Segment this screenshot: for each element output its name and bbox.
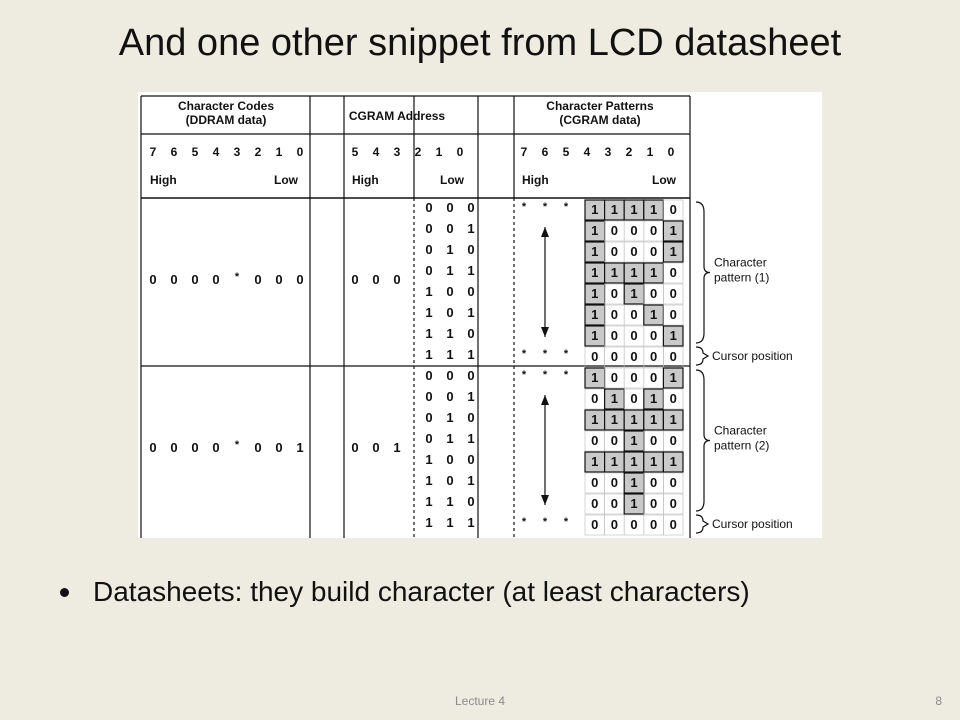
- pattern-cell-value: 0: [649, 517, 658, 532]
- pattern-cell-value: 0: [669, 265, 677, 280]
- row-address-bit: 0: [467, 494, 475, 509]
- row-address-bit: 1: [467, 389, 475, 404]
- pattern-bit-label: 2: [625, 145, 633, 159]
- row-address-bit: 0: [446, 368, 454, 383]
- row-address-bit: 1: [467, 263, 475, 278]
- pattern-bit-label: 7: [520, 145, 528, 159]
- pattern-cell-value: 0: [591, 391, 599, 406]
- pattern-cell-value: 1: [591, 370, 599, 385]
- pattern-cell-value: 0: [630, 391, 638, 406]
- code-bit-value: 0: [149, 440, 157, 455]
- cgram-table: [138, 92, 822, 538]
- pattern-cell-value: 0: [630, 223, 638, 238]
- pattern-star: *: [521, 201, 527, 213]
- pattern-star: *: [563, 201, 569, 213]
- pattern-cell-value: 1: [669, 328, 677, 343]
- address-bit-label: 2: [414, 145, 422, 159]
- bullet-text: Datasheets: they build character (at least characters): [93, 576, 750, 607]
- pattern-star: *: [542, 348, 548, 360]
- code-bit-value: 0: [212, 272, 220, 287]
- slide-title: And one other snippet from LCD datasheet: [118, 22, 842, 64]
- row-address-bit: 1: [446, 494, 454, 509]
- pattern-cell-value: 0: [591, 517, 599, 532]
- pattern-cell-value: 1: [610, 412, 619, 427]
- pattern-cell-value: 0: [669, 307, 677, 322]
- arrow-down-icon: [541, 327, 549, 337]
- address-bit-label: 4: [372, 145, 380, 159]
- row-address-bit: 0: [446, 200, 454, 215]
- pattern-cell-value: 0: [610, 328, 619, 343]
- code-bit-value: 0: [275, 440, 283, 455]
- pattern-cell-value: 0: [669, 517, 677, 532]
- pattern-cell-value: 0: [649, 496, 658, 511]
- code-bit-value: 0: [212, 440, 220, 455]
- code-bit-value: 0: [275, 272, 283, 287]
- pattern-cell-value: 0: [649, 328, 658, 343]
- row-address-bit: 0: [467, 452, 475, 467]
- pattern-cell-value: 1: [591, 307, 599, 322]
- code-bit-value: 0: [254, 440, 262, 455]
- header-codes-title: Character Codes: [177, 99, 275, 113]
- pattern-bit-label: 0: [667, 145, 675, 159]
- pattern-cell-value: 0: [630, 307, 638, 322]
- pattern-cell-value: 1: [591, 454, 599, 469]
- pattern-cell-value: 0: [649, 370, 658, 385]
- pattern-star: *: [563, 516, 569, 528]
- footer-label: Lecture 4: [454, 694, 506, 708]
- row-address-bit: 0: [467, 242, 475, 257]
- pattern-cell-value: 0: [610, 496, 619, 511]
- pattern-cell-value: 1: [630, 433, 638, 448]
- row-address-bit: 0: [467, 410, 475, 425]
- pattern-cell-value: 0: [610, 433, 619, 448]
- pattern-cell-value: 0: [669, 286, 677, 301]
- row-address-bit: 1: [467, 221, 475, 236]
- row-address-bit: 1: [425, 326, 433, 341]
- pattern-cell-value: 0: [610, 223, 619, 238]
- pattern-cell-value: 0: [591, 349, 599, 364]
- pattern-cell-value: 0: [610, 244, 619, 259]
- code-star: *: [234, 439, 240, 451]
- address-high-bit: 1: [393, 440, 401, 455]
- pattern-cell-value: 1: [591, 328, 599, 343]
- pattern-star: *: [563, 348, 569, 360]
- pattern-label-line1: Character: [714, 423, 767, 438]
- pattern-cell-value: 0: [610, 370, 619, 385]
- pattern-cell-value: 1: [591, 223, 599, 238]
- row-address-bit: 1: [446, 515, 454, 530]
- pattern-cell-value: 1: [610, 265, 619, 280]
- row-address-bit: 1: [467, 473, 475, 488]
- code-high-label: High: [150, 173, 177, 187]
- row-address-bit: 1: [425, 452, 433, 467]
- pattern-brace: [696, 370, 710, 511]
- address-low-label: Low: [440, 173, 464, 187]
- pattern-cell-value: 0: [649, 433, 658, 448]
- address-bit-label: 1: [435, 145, 443, 159]
- pattern-cell-value: 1: [649, 202, 658, 217]
- pattern-cell-value: 0: [630, 349, 638, 364]
- row-address-bit: 0: [467, 284, 475, 299]
- row-address-bit: 1: [425, 305, 433, 320]
- code-bit-value: 0: [296, 272, 304, 287]
- pattern-star: *: [521, 369, 527, 381]
- address-high-bit: 0: [393, 272, 401, 287]
- row-address-bit: 0: [467, 326, 475, 341]
- row-address-bit: 0: [425, 200, 433, 215]
- pattern-cell-value: 0: [610, 349, 619, 364]
- pattern-cell-value: 0: [591, 433, 599, 448]
- row-address-bit: 1: [467, 515, 475, 530]
- address-bit-label: 3: [393, 145, 401, 159]
- code-bit-value: 1: [296, 440, 304, 455]
- code-bit-label: 7: [149, 145, 157, 159]
- pattern-cell-value: 1: [630, 286, 638, 301]
- pattern-cell-value: 0: [610, 286, 619, 301]
- pattern-cell-value: 1: [649, 412, 658, 427]
- pattern-bit-label: 3: [604, 145, 612, 159]
- bullet-item: [60, 576, 750, 608]
- code-bit-label: 2: [254, 145, 262, 159]
- code-bit-label: 1: [275, 145, 283, 159]
- pattern-star: *: [563, 369, 569, 381]
- row-address-bit: 0: [425, 242, 433, 257]
- cgram-datasheet-figure: [138, 92, 822, 538]
- pattern-cell-value: 0: [669, 496, 677, 511]
- row-address-bit: 0: [425, 410, 433, 425]
- code-star: *: [234, 271, 240, 283]
- pattern-cell-value: 1: [630, 265, 638, 280]
- row-address-bit: 0: [467, 200, 475, 215]
- pattern-cell-value: 0: [610, 475, 619, 490]
- pattern-cell-value: 1: [591, 412, 599, 427]
- row-address-bit: 0: [446, 305, 454, 320]
- pattern-low-label: Low: [652, 173, 676, 187]
- row-address-bit: 0: [446, 473, 454, 488]
- pattern-star: *: [542, 201, 548, 213]
- pattern-cell-value: 1: [649, 265, 658, 280]
- code-bit-value: 0: [191, 440, 199, 455]
- pattern-cell-value: 1: [649, 307, 658, 322]
- pattern-cell-value: 0: [649, 349, 658, 364]
- address-bit-label: 0: [456, 145, 464, 159]
- pattern-cell-value: 1: [669, 454, 677, 469]
- pattern-star: *: [521, 516, 527, 528]
- cursor-brace: [696, 347, 708, 365]
- header-codes-subtitle: (DDRAM data): [185, 113, 267, 127]
- row-address-bit: 0: [425, 389, 433, 404]
- pattern-cell-value: 1: [669, 412, 677, 427]
- cursor-position-label: Cursor position: [712, 517, 793, 531]
- row-address-bit: 1: [446, 263, 454, 278]
- pattern-cell-value: 0: [630, 517, 638, 532]
- pattern-star: *: [521, 348, 527, 360]
- row-address-bit: 1: [446, 326, 454, 341]
- pattern-cell-value: 0: [649, 244, 658, 259]
- pattern-cell-value: 0: [669, 349, 677, 364]
- header-address-title: CGRAM Address: [348, 109, 446, 123]
- pattern-cell-value: 1: [630, 202, 638, 217]
- row-address-bit: 1: [425, 284, 433, 299]
- row-address-bit: 1: [446, 410, 454, 425]
- row-address-bit: 1: [425, 473, 433, 488]
- code-bit-value: 0: [149, 272, 157, 287]
- pattern-cell-value: 0: [669, 202, 677, 217]
- pattern-star: *: [542, 516, 548, 528]
- row-address-bit: 1: [467, 305, 475, 320]
- pattern-star: *: [542, 369, 548, 381]
- pattern-cell-value: 0: [649, 223, 658, 238]
- bullet-dot-icon: [60, 588, 69, 597]
- pattern-cell-value: 0: [649, 475, 658, 490]
- address-high-bit: 0: [351, 272, 359, 287]
- pattern-cell-value: 0: [630, 370, 638, 385]
- row-address-bit: 0: [425, 263, 433, 278]
- pattern-cell-value: 0: [669, 475, 677, 490]
- address-high-bit: 0: [372, 272, 380, 287]
- pattern-cell-value: 0: [649, 286, 658, 301]
- row-address-bit: 1: [467, 431, 475, 446]
- pattern-cell-value: 1: [669, 244, 677, 259]
- code-bit-value: 0: [170, 440, 178, 455]
- row-address-bit: 1: [446, 347, 454, 362]
- pattern-cell-value: 1: [649, 454, 658, 469]
- row-address-bit: 1: [425, 515, 433, 530]
- row-address-bit: 0: [425, 431, 433, 446]
- pattern-cell-value: 1: [591, 286, 599, 301]
- page-number: 8: [935, 694, 942, 708]
- code-bit-label: 4: [212, 145, 220, 159]
- pattern-cell-value: 1: [669, 223, 677, 238]
- address-bit-label: 5: [351, 145, 359, 159]
- row-address-bit: 0: [446, 221, 454, 236]
- row-address-bit: 1: [467, 347, 475, 362]
- pattern-cell-value: 1: [630, 496, 638, 511]
- pattern-cell-value: 1: [591, 202, 599, 217]
- pattern-cell-value: 1: [610, 391, 619, 406]
- code-low-label: Low: [274, 173, 298, 187]
- cursor-position-label: Cursor position: [712, 349, 793, 363]
- code-bit-label: 3: [233, 145, 241, 159]
- pattern-label-line2: pattern (1): [714, 270, 770, 285]
- pattern-label-line2: pattern (2): [714, 438, 770, 453]
- pattern-cell-value: 0: [630, 244, 638, 259]
- pattern-cell-value: 1: [630, 454, 638, 469]
- arrow-down-icon: [541, 495, 549, 505]
- code-bit-label: 5: [191, 145, 199, 159]
- pattern-cell-value: 1: [630, 475, 638, 490]
- row-address-bit: 0: [446, 389, 454, 404]
- arrow-up-icon: [541, 395, 549, 405]
- row-address-bit: 0: [446, 284, 454, 299]
- pattern-brace: [696, 202, 710, 343]
- code-bit-value: 0: [191, 272, 199, 287]
- pattern-cell-value: 0: [610, 517, 619, 532]
- code-bit-label: 0: [296, 145, 304, 159]
- row-address-bit: 1: [425, 494, 433, 509]
- code-bit-label: 6: [170, 145, 178, 159]
- pattern-cell-value: 1: [669, 370, 677, 385]
- address-high-label: High: [352, 173, 379, 187]
- address-high-bit: 0: [372, 440, 380, 455]
- pattern-bit-label: 4: [583, 145, 591, 159]
- pattern-bit-label: 6: [541, 145, 549, 159]
- pattern-cell-value: 1: [630, 412, 638, 427]
- code-bit-value: 0: [254, 272, 262, 287]
- pattern-cell-value: 0: [610, 307, 619, 322]
- pattern-cell-value: 1: [610, 202, 619, 217]
- pattern-bit-label: 1: [646, 145, 654, 159]
- pattern-label-line1: Character: [714, 255, 767, 270]
- pattern-cell-value: 1: [649, 391, 658, 406]
- header-patterns-subtitle: (CGRAM data): [559, 113, 641, 127]
- pattern-cell-value: 0: [591, 496, 599, 511]
- row-address-bit: 0: [467, 368, 475, 383]
- arrow-up-icon: [541, 227, 549, 237]
- pattern-cell-value: 1: [591, 244, 599, 259]
- row-address-bit: 0: [425, 221, 433, 236]
- pattern-cell-value: 0: [630, 328, 638, 343]
- row-address-bit: 0: [446, 452, 454, 467]
- address-high-bit: 0: [351, 440, 359, 455]
- pattern-bit-label: 5: [562, 145, 570, 159]
- cursor-brace: [696, 515, 708, 533]
- row-address-bit: 0: [425, 368, 433, 383]
- row-address-bit: 1: [446, 242, 454, 257]
- row-address-bit: 1: [446, 431, 454, 446]
- pattern-cell-value: 0: [591, 475, 599, 490]
- pattern-cell-value: 0: [669, 391, 677, 406]
- code-bit-value: 0: [170, 272, 178, 287]
- pattern-cell-value: 1: [610, 454, 619, 469]
- pattern-cell-value: 0: [669, 433, 677, 448]
- header-patterns-title: Character Patterns: [546, 99, 654, 113]
- row-address-bit: 1: [425, 347, 433, 362]
- pattern-cell-value: 1: [591, 265, 599, 280]
- pattern-high-label: High: [522, 173, 549, 187]
